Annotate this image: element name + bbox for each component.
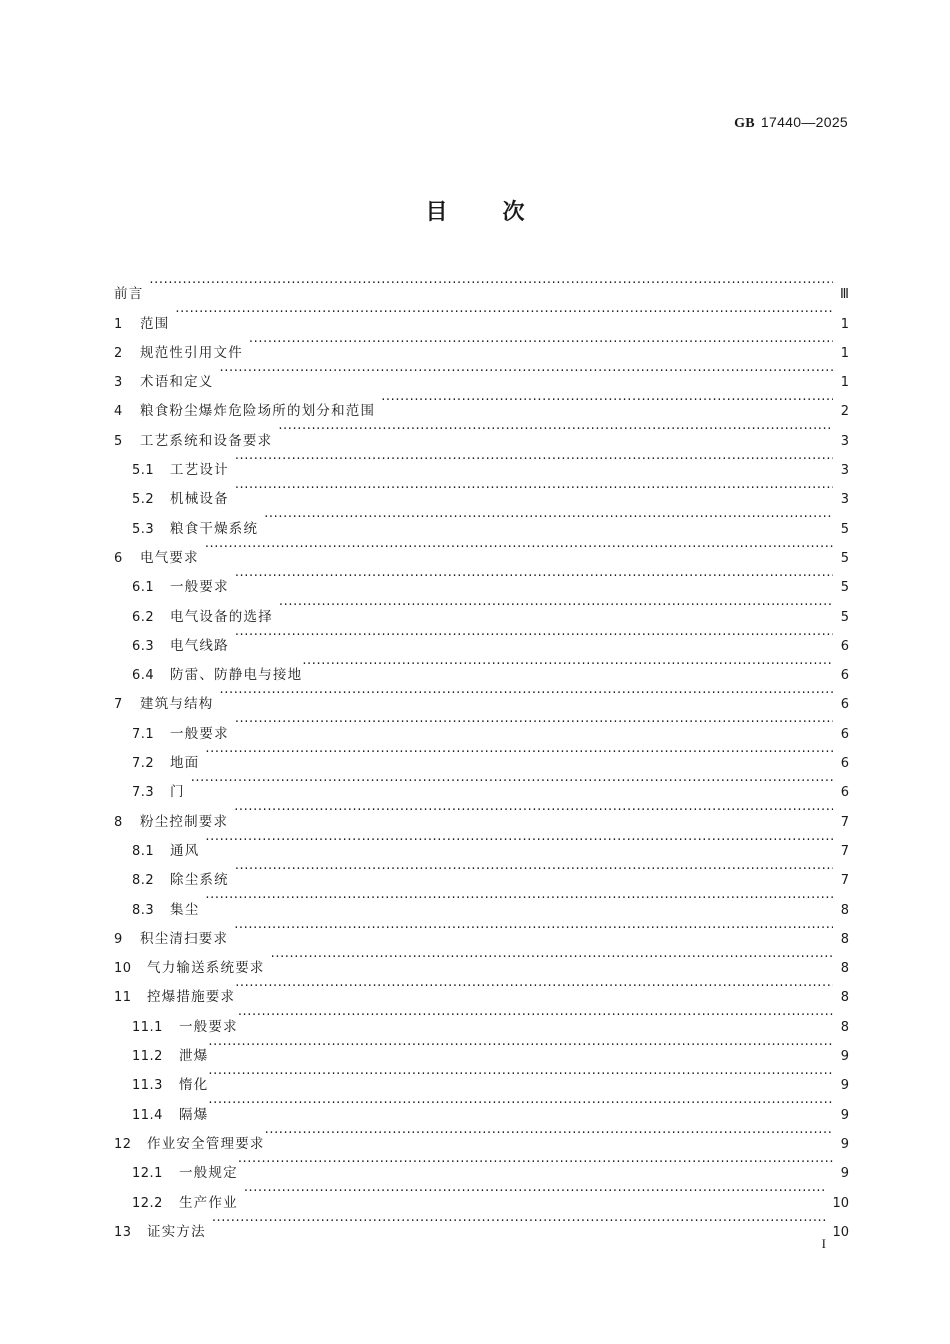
toc-entry-number: 11.3: [132, 1078, 163, 1094]
toc-subentry[interactable]: [114, 1031, 849, 1065]
toc-entry-title: 集尘: [170, 901, 200, 918]
toc-dot-leader: [205, 884, 833, 913]
toc-subentry[interactable]: [114, 826, 849, 859]
toc-entry-number: 1: [114, 316, 123, 332]
toc-entry-title: 气力输送系统要求: [147, 960, 265, 977]
toc-page-number: 5: [840, 521, 849, 537]
toc-dot-leader: [234, 796, 833, 825]
toc-page-number: 7: [840, 814, 849, 830]
toc-entry-title: 术语和定义: [140, 374, 214, 391]
toc-dot-leader: [381, 386, 833, 415]
toc-dot-leader: [265, 1119, 833, 1148]
toc-page-number: 7: [840, 873, 849, 889]
toc-subentry[interactable]: [114, 767, 849, 801]
toc-entry-number: 5: [114, 433, 123, 449]
toc-page-number: 10: [832, 1195, 849, 1211]
toc-subentry[interactable]: [114, 855, 849, 889]
toc-entry-number: 7.2: [132, 756, 155, 772]
toc-entry-title: 一般要求: [170, 725, 229, 742]
toc-dot-leader: [235, 562, 833, 591]
toc-dot-leader: [249, 328, 833, 357]
toc-page-number: 5: [840, 550, 849, 566]
toc-subentry[interactable]: [114, 1089, 849, 1123]
toc-entry-number: 11: [114, 990, 132, 1006]
toc-entry-title: 积尘清扫要求: [140, 930, 229, 947]
toc-entry-number: 6.1: [132, 580, 155, 596]
toc-entry[interactable]: [114, 533, 849, 566]
toc-entry-title: 一般要求: [179, 1018, 238, 1035]
toc-entry-number: 9: [114, 931, 123, 947]
page-number: I: [821, 1236, 826, 1251]
standard-prefix: GB: [734, 116, 755, 131]
toc-entry-title: 泄爆: [179, 1048, 209, 1065]
toc-page-number: 9: [840, 1078, 849, 1094]
toc-entry-number: 11.2: [132, 1049, 163, 1065]
toc-page-number: 8: [840, 990, 849, 1006]
toc-entry-title: 惰化: [179, 1077, 209, 1094]
toc-page-number: 1: [840, 375, 849, 391]
toc-dot-leader: [220, 357, 834, 386]
toc-entry[interactable]: [114, 386, 849, 420]
toc-dot-leader: [264, 503, 833, 532]
toc-dot-leader: [235, 972, 833, 1001]
toc-dot-leader: [208, 1031, 833, 1060]
toc-entry-number: 5.1: [132, 463, 155, 479]
toc-page-number: 3: [840, 492, 849, 508]
toc-entry-number: 12: [114, 1136, 132, 1152]
toc-entry-title: 通风: [170, 842, 200, 859]
toc-subentry[interactable]: [114, 708, 849, 742]
toc-page-number: 8: [840, 961, 849, 977]
toc-dot-leader: [244, 1177, 827, 1206]
toc-entry-title: 机械设备: [170, 491, 229, 508]
toc-entry-title: 粮食干燥系统: [170, 520, 259, 537]
toc-entry-title: 隔爆: [179, 1106, 209, 1123]
toc-page-number: 3: [840, 433, 849, 449]
toc-subentry[interactable]: [114, 738, 849, 772]
toc-entry-number: 3: [114, 375, 123, 391]
toc-entry[interactable]: [114, 796, 849, 830]
toc-page-number: 9: [840, 1049, 849, 1065]
toc-dot-leader: [271, 943, 833, 972]
toc-dot-leader: [220, 679, 834, 708]
toc-dot-leader: [279, 591, 833, 620]
toc-entry-title: 地面: [170, 755, 200, 772]
toc-entry-title: 电气线路: [170, 637, 229, 654]
toc-entry[interactable]: [114, 298, 849, 332]
toc-page-number: 1: [840, 316, 849, 332]
toc-entry-number: 8.1: [132, 843, 155, 859]
toc-dot-leader: [175, 298, 833, 327]
toc-entry-title: 证实方法: [147, 1223, 206, 1240]
toc-entry-number: 8.2: [132, 873, 155, 889]
toc-page-number: 6: [840, 726, 849, 742]
toc-dot-leader: [205, 533, 833, 562]
toc-entry-title: 一般规定: [179, 1165, 238, 1182]
toc-page-number: Ⅲ: [840, 287, 849, 303]
toc-dot-leader: [235, 855, 833, 884]
toc-page-number: 3: [840, 463, 849, 479]
toc-entry-title: 粮食粉尘爆炸危险场所的划分和范围: [140, 403, 376, 420]
toc-dot-leader: [235, 474, 833, 503]
toc-entry[interactable]: [114, 328, 849, 361]
toc-entry[interactable]: [114, 1119, 849, 1152]
toc-dot-leader: [235, 708, 833, 737]
toc-entry-number: 8.3: [132, 902, 155, 918]
toc-entry-title: 粉尘控制要求: [140, 813, 229, 830]
toc-page-number: 5: [840, 609, 849, 625]
toc-dot-leader: [238, 1001, 833, 1030]
toc-dot-leader: [205, 826, 833, 855]
toc-entry-number: 10: [114, 961, 132, 977]
toc-subentry[interactable]: [114, 884, 849, 918]
toc-page-number: 8: [840, 902, 849, 918]
toc-entry-title: 建筑与结构: [140, 696, 214, 713]
toc-dot-leader: [191, 767, 833, 796]
toc-entry-title: 电气要求: [140, 549, 199, 566]
toc-entry-number: 7: [114, 697, 123, 713]
toc-entry-title: 规范性引用文件: [140, 344, 243, 361]
toc-page-number: 7: [840, 843, 849, 859]
toc-page-number: 5: [840, 580, 849, 596]
toc-entry-number: 2: [114, 345, 123, 361]
toc-entry-title: 除尘系统: [170, 872, 229, 889]
toc-dot-leader: [208, 1089, 833, 1118]
toc-entry-title: 一般要求: [170, 579, 229, 596]
toc-entry-number: 7.3: [132, 785, 155, 801]
toc-page-number: 6: [840, 638, 849, 654]
toc-entry-number: 11.4: [132, 1107, 163, 1123]
toc-page-number: 8: [840, 931, 849, 947]
table-of-contents: [114, 269, 849, 1240]
toc-page-number: 8: [840, 1019, 849, 1035]
toc-entry-number: 7.1: [132, 726, 155, 742]
toc-entry-title: 范围: [140, 315, 170, 332]
toc-page-number: 1: [840, 345, 849, 361]
toc-entry-title: 作业安全管理要求: [147, 1135, 265, 1152]
toc-entry-title: 控爆措施要求: [147, 989, 236, 1006]
toc-entry-title: 生产作业: [179, 1194, 238, 1211]
toc-dot-leader: [205, 738, 833, 767]
toc-entry-number: 13: [114, 1224, 132, 1240]
toc-entry-number: 5.2: [132, 492, 155, 508]
toc-dot-leader: [278, 415, 833, 444]
toc-entry-number: 4: [114, 404, 123, 420]
toc-dot-leader: [149, 269, 833, 298]
toc-page-number: 9: [840, 1166, 849, 1182]
toc-entry-number: 8: [114, 814, 123, 830]
toc-entry[interactable]: [114, 679, 849, 713]
toc-dot-leader: [238, 1148, 833, 1177]
toc-entry-number: 6.2: [132, 609, 155, 625]
toc-title: 目次: [425, 200, 580, 225]
toc-page-number: 6: [840, 756, 849, 772]
toc-entry-number: 6.3: [132, 638, 155, 654]
toc-page-number: 6: [840, 697, 849, 713]
toc-entry-title: 工艺系统和设备要求: [140, 432, 273, 449]
toc-dot-leader: [235, 621, 833, 650]
toc-page-number: 6: [840, 785, 849, 801]
standard-code: [734, 114, 848, 132]
toc-dot-leader: [234, 914, 833, 943]
toc-entry-title: 电气设备的选择: [170, 608, 273, 625]
toc-entry-title: 防雷、防静电与接地: [170, 667, 303, 684]
toc-page-number: 2: [840, 404, 849, 420]
toc-entry[interactable]: [114, 357, 849, 391]
toc-entry-preface[interactable]: [114, 269, 849, 303]
toc-dot-leader: [212, 1207, 827, 1236]
toc-entry-title: 门: [170, 784, 185, 801]
toc-entry[interactable]: [114, 1207, 849, 1240]
toc-dot-leader: [302, 650, 833, 679]
toc-entry-number: 6: [114, 550, 123, 566]
toc-entry-number: 11.1: [132, 1019, 163, 1035]
toc-entry-title: 工艺设计: [170, 462, 229, 479]
toc-page-number: 9: [840, 1136, 849, 1152]
toc-page-number: 9: [840, 1107, 849, 1123]
standard-number: 17440—2025: [760, 114, 848, 130]
toc-page-number: 6: [840, 668, 849, 684]
toc-dot-leader: [208, 1060, 833, 1089]
toc-entry-number: 12.2: [132, 1195, 163, 1211]
toc-entry-number: 12.1: [132, 1166, 163, 1182]
toc-entry-number: 6.4: [132, 668, 155, 684]
toc-page-number: 10: [832, 1224, 849, 1240]
toc-subentry[interactable]: [114, 1060, 849, 1094]
toc-entry[interactable]: [114, 914, 849, 947]
toc-entry-number: 5.3: [132, 521, 155, 537]
toc-dot-leader: [235, 445, 833, 474]
toc-subentry[interactable]: [114, 562, 849, 596]
toc-entry-title: 前言: [114, 286, 144, 303]
